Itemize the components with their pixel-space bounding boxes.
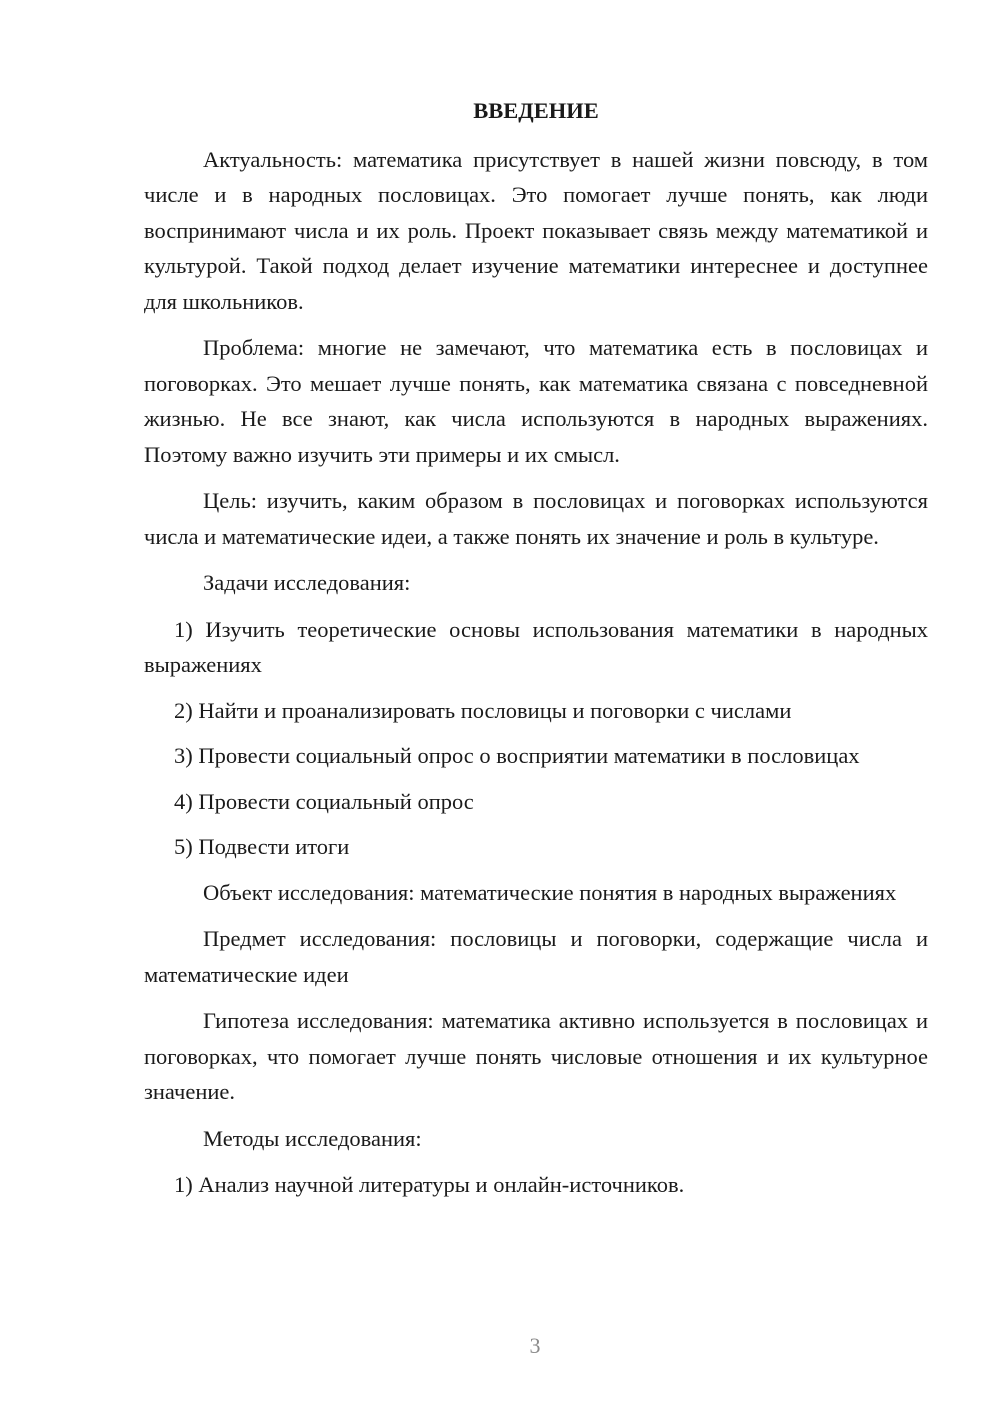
- page-number: 3: [529, 1333, 541, 1358]
- paragraph-subject: Предмет исследования: пословицы и поговорки, содержащие числа и математические идеи: [144, 926, 928, 987]
- paragraph-hypothesis: Гипотеза исследования: математика активно используется в пословицах и поговорках, что помогает лучше понять числовые отношения и их культурное значение.: [144, 1008, 928, 1104]
- methods-label: Методы исследования:: [203, 1125, 422, 1151]
- task-item: 2) Найти и проанализировать пословицы и поговорки с числами: [174, 697, 792, 723]
- task-item: 5) Подвести итоги: [174, 834, 350, 859]
- task-item: 3) Провести социальный опрос о восприятии математики в пословицах: [174, 743, 860, 768]
- paragraph-goal: Цель: изучить, каким образом в пословицах и поговорках используются числа и математические идеи, а также понять их значение и роль в культуре.: [144, 488, 928, 549]
- task-item: 4) Провести социальный опрос: [174, 788, 474, 814]
- tasks-label: Задачи исследования:: [203, 570, 411, 595]
- paragraph-problem: Проблема: многие не замечают, что математика есть в пословицах и поговорках. Это мешает лучше понять, как математика связана с повседневной жизнью. Не все знают, как числа используются в народных выражениях. Поэтому важно изучить эти примеры и их смысл.: [144, 335, 928, 467]
- paragraph-object: Объект исследования: математические понятия в народных выражениях: [203, 879, 897, 905]
- paragraph-relevance: Актуальность: математика присутствует в нашей жизни повсюду, в том числе и в народных пословицах. Это помогает лучше понять, как люди воспринимают числа и их роль. Проект показывает связь между математикой и культурой. Такой подход делает изучение математики интереснее и доступнее для школьников.: [144, 146, 928, 314]
- method-item: 1) Анализ научной литературы и онлайн-источников.: [174, 1172, 685, 1197]
- section-heading: ВВЕДЕНИЕ: [473, 98, 599, 123]
- document-page: [144, 93, 928, 1213]
- task-item: 1) Изучить теоретические основы использования математики в народных выражениях: [144, 616, 928, 677]
